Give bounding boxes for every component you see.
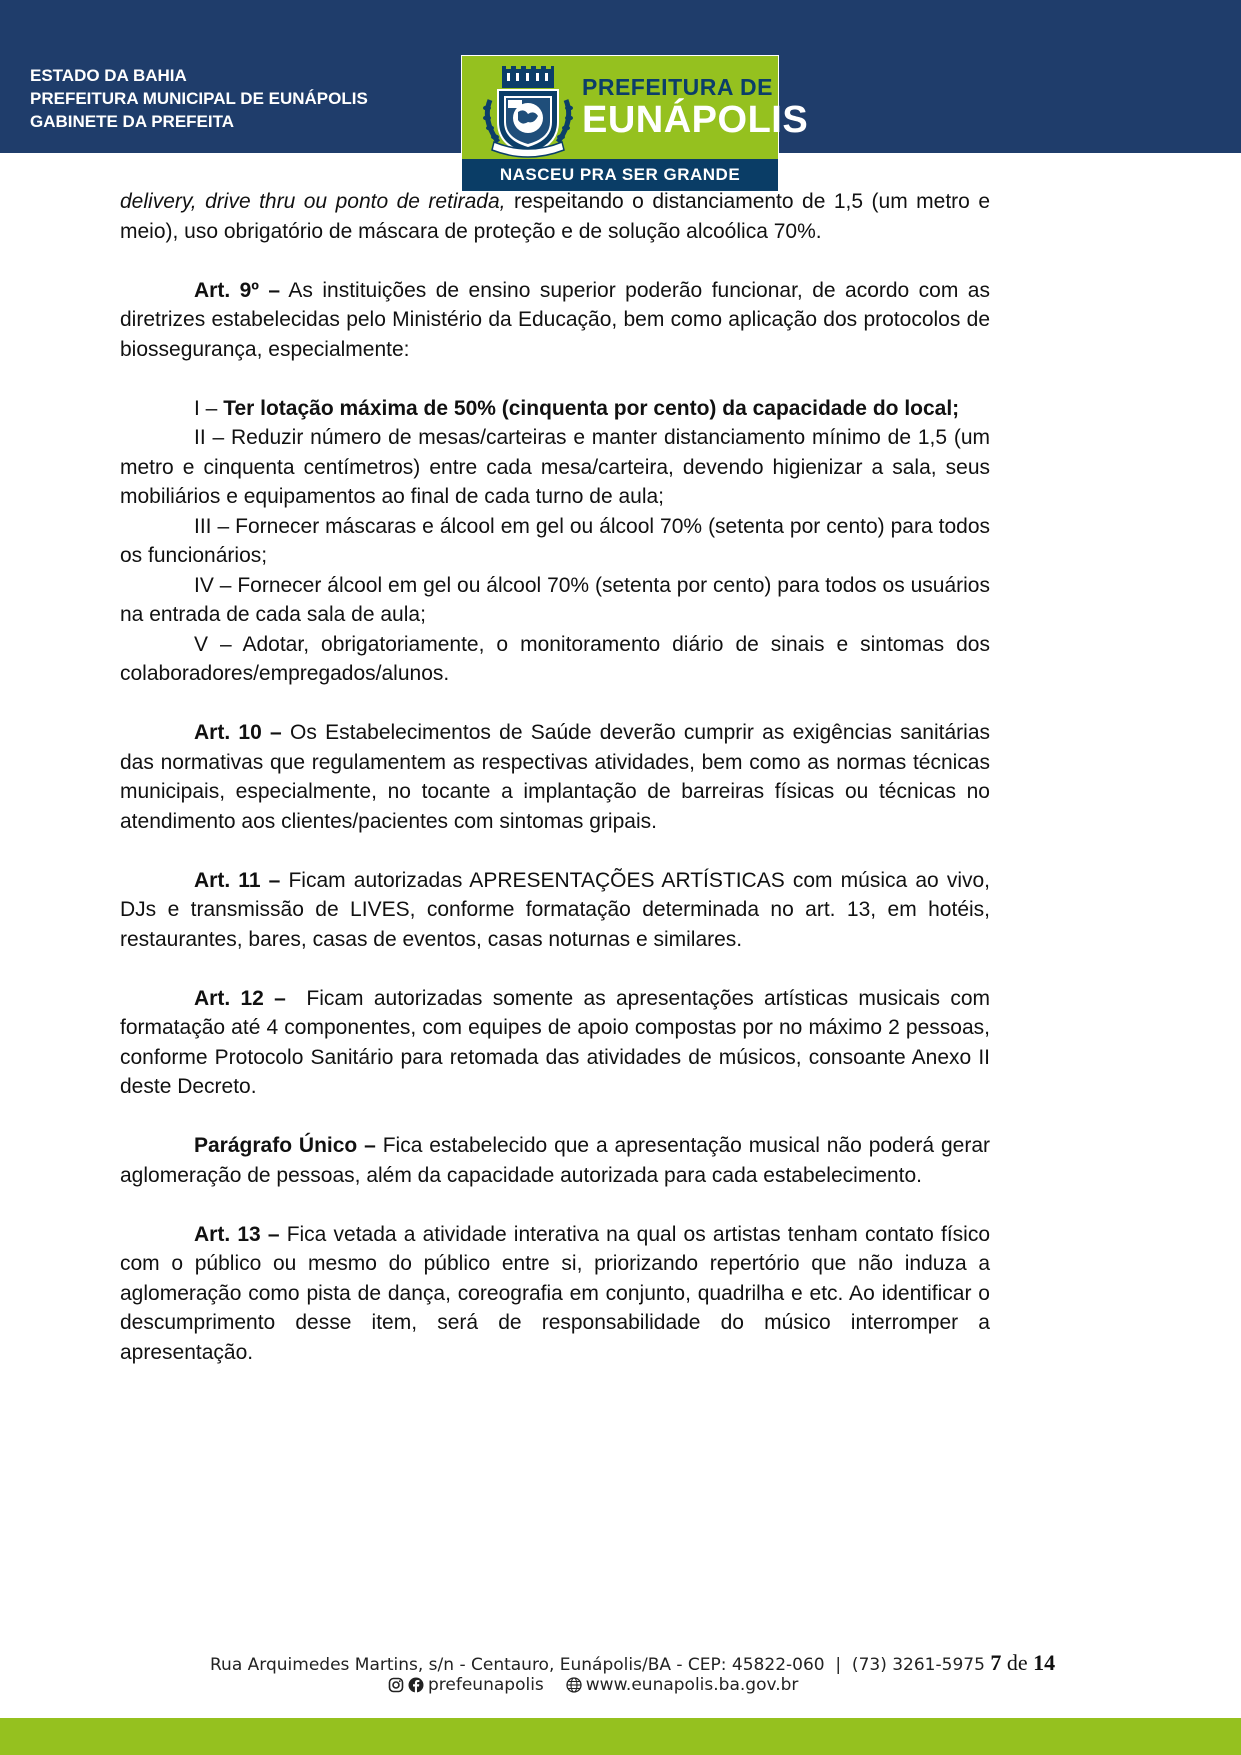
article-11-label: Art. 11 – <box>194 868 281 892</box>
article-11: Art. 11 – Ficam autorizadas APRESENTAÇÕES ARTÍSTICAS com música ao vivo, DJs e transmissão de LIVES, conforme formatação determinada no art. 13, em hotéis, restaurantes, bares, casas de eventos, casas noturnas e similares. <box>120 868 991 951</box>
coat-of-arms-icon <box>476 60 580 160</box>
page-number: 7 de 14 <box>990 1650 1056 1675</box>
header-line-prefecture: PREFEITURA MUNICIPAL DE EUNÁPOLIS <box>30 89 368 108</box>
header-line-cabinet: GABINETE DA PREFEITA <box>30 112 235 131</box>
footer-address-line <box>210 1650 1055 1676</box>
list-item-iv: IV – Fornecer álcool em gel ou álcool 70% (setenta por cento) para todos os usuários na entrada de cada sala de aula; <box>120 573 990 626</box>
header-line-state: ESTADO DA BAHIA <box>30 66 187 85</box>
article-12: Art. 12 – Ficam autorizadas somente as apresentações artísticas musicais com formatação até 4 componentes, com equipes de apoio compostas por no máximo 2 pessoas, conforme Protocolo Sanitário para retomada das atividades de músicos, consoante Anexo II deste Decreto. <box>120 986 996 1098</box>
logo-title-line1: PREFEITURA DE <box>582 74 773 100</box>
header-org-text <box>30 64 368 133</box>
paragraph-continuation-italic: delivery, drive thru ou ponto de retirada, <box>120 190 506 213</box>
list-item-v: V – Adotar, obrigatoriamente, o monitoramento diário de sinais e sintomas dos colaboradores/empregados/alunos. <box>120 632 990 685</box>
paragrafo-unico: Parágrafo Único – Fica estabelecido que a apresentação musical não poderá gerar aglomeração de pessoas, além da capacidade autorizada para cada estabelecimento. <box>120 1134 990 1187</box>
logo-title-line2: EUNÁPOLIS <box>582 99 809 141</box>
article-9-label: Art. 9º – <box>194 278 281 302</box>
article-10: Art. 10 – Os Estabelecimentos de Saúde deverão cumprir as exigências sanitárias das normativas que regulamentem as respectivas atividades, bem como as normas técnicas municipais, especialmente, no tocante a implantação de barreiras físicas ou técnicas no atendimento aos clientes/pacientes com sintomas gripais. <box>120 721 991 833</box>
list-item-ii: II – Reduzir número de mesas/carteiras e manter distanciamento mínimo de 1,5 (um metro e cinquenta centímetros) entre cada mesa/carteira, devendo higienizar a sala, seus mobiliários e equipamentos ao final de cada turno de aula; <box>120 426 990 508</box>
footer-address: Rua Arquimedes Martins, s/n - Centauro, Eunápolis/BA - CEP: 45822-060 | (73) 3261-5975 <box>210 1655 985 1675</box>
logo-slogan: NASCEU PRA SER GRANDE <box>462 159 778 191</box>
instagram-icon <box>388 1677 404 1693</box>
social-handle[interactable]: prefeunapolis <box>428 1675 544 1695</box>
list-item-i: I – Ter lotação máxima de 50% (cinquenta por cento) da capacidade do local; <box>194 396 960 420</box>
footer-band <box>0 1718 1241 1755</box>
article-13: Art. 13 – Fica vetada a atividade interativa na qual os artistas tenham contato físico com o público ou mesmo do público entre si, priorizando repertório que não induza a aglomeração como pista de dança, coreografia em conjunto, quadrilha e etc. Ao identificar o descumprimento desse item, será de responsabilidade do músico interromper a apresentação. <box>120 1222 991 1364</box>
globe-icon <box>566 1677 582 1693</box>
website-link[interactable]: www.eunapolis.ba.gov.br <box>585 1675 799 1695</box>
article-12-label: Art. 12 – <box>194 986 286 1010</box>
article-10-label: Art. 10 – <box>194 721 282 744</box>
article-13-label: Art. 13 – <box>194 1222 280 1246</box>
footer-contacts <box>388 1675 798 1695</box>
document-body <box>120 187 996 1367</box>
prefeitura-logo <box>461 55 809 192</box>
list-item-iii: III – Fornecer máscaras e álcool em gel ou álcool 70% (setenta por cento) para todos os funcionários; <box>120 514 990 567</box>
article-9: Art. 9º – As instituições de ensino superior poderão funcionar, de acordo com as diretrizes estabelecidas pelo Ministério da Educação, bem como aplicação dos protocolos de biossegurança, especialmente: <box>120 278 990 361</box>
facebook-icon <box>408 1677 424 1693</box>
paragraph-continuation: delivery, drive thru ou ponto de retirada, respeitando o distanciamento de 1,5 (um metro e meio), uso obrigatório de máscara de proteção e de solução alcoólica 70%. <box>120 190 990 243</box>
paragrafo-unico-label: Parágrafo Único – <box>194 1134 376 1157</box>
logo-title <box>582 74 809 141</box>
